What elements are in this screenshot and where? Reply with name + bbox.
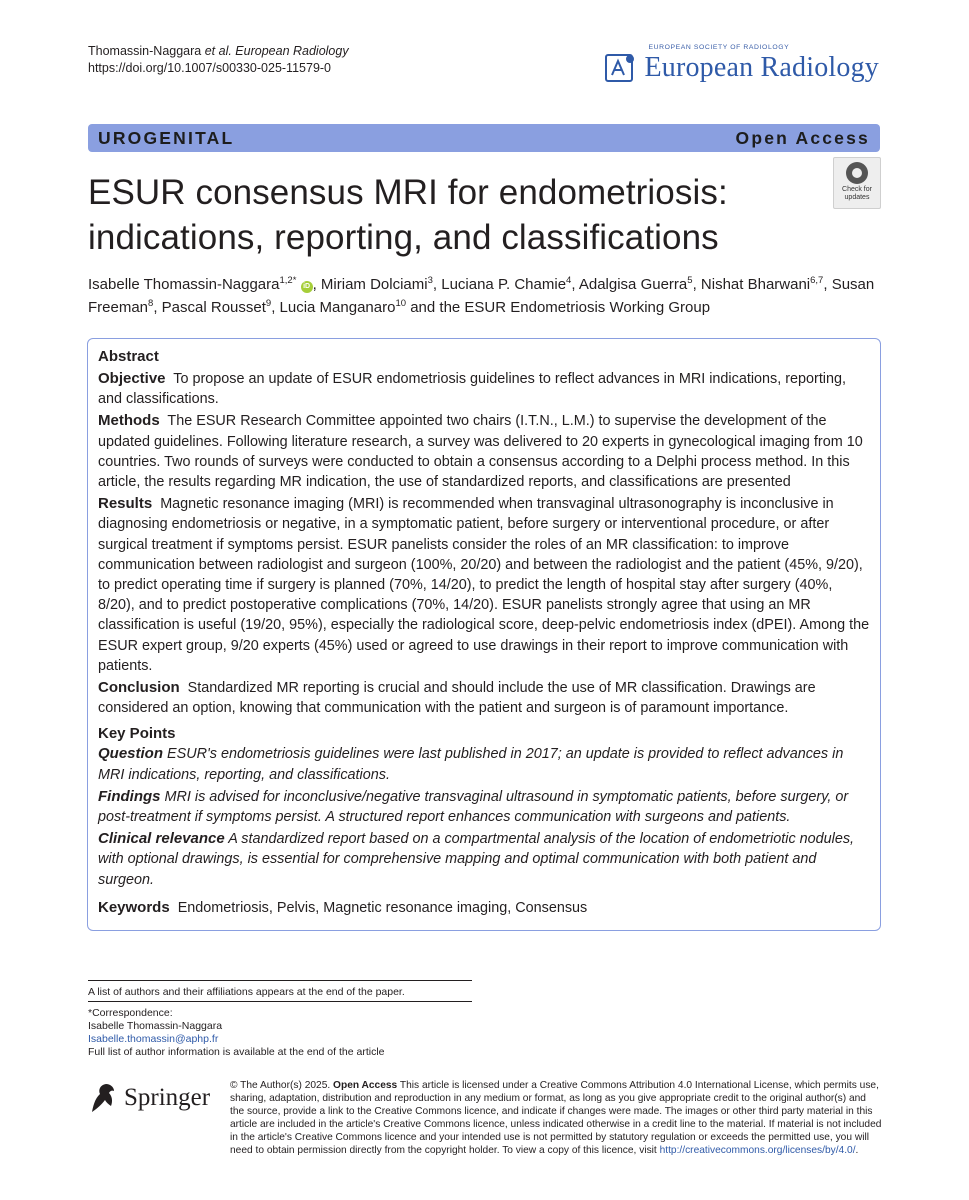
methods-text: The ESUR Research Committee appointed two chairs (I.T.N., L.M.) to supervise the development of the updated guidelines. Following literature research, a survey was delivered to 20 experts in gynecological imaging from 10 countries. Two rounds of surveys were conducted to obtain a consensus according to a Delphi process method. In this article, the results regarding MR indication, the use of standardized reports, and classifications are presented xyxy=(98,413,863,491)
section-label: UROGENITAL xyxy=(98,127,235,148)
objective-text: To propose an update of ESUR endometriosis guidelines to reflect advances in MRI indications, reporting, and classifications. xyxy=(98,371,847,408)
author-affiliation: 9 xyxy=(265,298,272,309)
author-affiliation: 6,7 xyxy=(810,275,824,286)
author-name: Isabelle Thomassin-Naggara xyxy=(88,276,280,293)
society-name: EUROPEAN SOCIETY OF RADIOLOGY xyxy=(648,44,790,51)
results-text: Magnetic resonance imaging (MRI) is recommended when transvaginal ultrasonography is inconclusive in diagnosing endometriosis or negative, in a symptomatic patient, before surgery or interventional procedure, or after surgical treatment if symptoms persist. ESUR panelists consider the roles of an MR classification: to improve communication between radiologist and surgeon (100%, 20/20) and between the radiologist and the patient (45%, 9/20), to predict operating time if surgery is planned (70%, 14/20), to predict the length of hospital stay after surgery (40%, 8/20), and to predict postoperative complications (70%, 14/20). ESUR panelists strongly agree that using an MR classification is useful (19/20, 95%), especially the radiological score, deep-pelvic endometriosis index (dPEI). Among the ESUR expert group, 9/20 experts (45%) used or agreed to use drawings in their report to improve communication with patients. xyxy=(98,496,870,674)
author-name: Pascal Rousset xyxy=(161,299,266,316)
author-name: Susan Freeman xyxy=(88,276,875,316)
keywords-text: Endometriosis, Pelvis, Magnetic resonance imaging, Consensus xyxy=(177,899,588,916)
license-statement xyxy=(230,1079,882,1158)
author-affiliation: 3 xyxy=(427,275,433,286)
findings-text: MRI is advised for inconclusive/negative transvaginal ultrasound in symptomatic patients, before surgery, or post-treatment if symptoms persist. A structured report enhances communication with surgeons and patients. xyxy=(98,788,849,826)
question-text: ESUR's endometriosis guidelines were last published in 2017; an update is provided to reflect advances in MRI indications, reporting, and classifications. xyxy=(98,746,844,783)
key-points-heading: Key Points xyxy=(98,725,176,743)
check-updates-label: Check for updates xyxy=(842,186,872,201)
license-text: This article is licensed under a Creative Commons Attribution 4.0 International License, which permits use, sharing, adaptation, distribution and reproduction in any medium or format, as long as you give appropriate credit to the original author(s) and the source, provide a link to the Creative Commons licence, and indicate if changes were made. The images or other third party material in this article are included in the article's Creative Commons licence, unless indicated otherwise in a credit line to the material. If material is not included in the article's Creative Commons licence and your intended use is not permitted by statutory regulation or exceeds the permitted use, you will need to obtain permission directly from the copyright holder. To view a copy of this licence, visit xyxy=(230,1080,882,1157)
author-affiliation: 1,2* xyxy=(279,275,297,286)
conclusion-text: Standardized MR reporting is crucial and should include the use of MR classification. Drawings are considered an option, knowing that communication with the patient and surgeon is of paramount importance. xyxy=(98,680,816,717)
check-for-updates-button[interactable] xyxy=(833,157,881,209)
results-label: Results xyxy=(98,495,153,513)
license-suffix: . xyxy=(855,1145,859,1157)
open-access-label: Open Access xyxy=(735,127,870,148)
key-point-question xyxy=(98,744,870,784)
author-group: and the ESUR Endometriosis Working Group xyxy=(410,299,711,316)
relevance-text: A standardized report based on a compartmental analysis of the location of endometriotic nodules, with optional drawings, is essential for comprehensive mapping and optimal communication with both patient and surgeon. xyxy=(98,831,855,888)
findings-label: Findings xyxy=(98,787,161,805)
publisher-logo xyxy=(86,1080,210,1116)
license-link[interactable]: http://creativecommons.org/licenses/by/4.0/ xyxy=(659,1145,856,1157)
license-copyright: © The Author(s) 2025. xyxy=(230,1080,331,1091)
key-point-relevance xyxy=(98,829,870,890)
publisher-name: Springer xyxy=(124,1084,211,1111)
abstract-heading: Abstract xyxy=(98,348,159,365)
keywords-label: Keywords xyxy=(98,898,170,916)
footnotes xyxy=(88,986,588,1059)
update-check-icon xyxy=(846,162,868,184)
running-header xyxy=(88,43,349,77)
license-open-access: Open Access xyxy=(333,1080,398,1091)
methods-label: Methods xyxy=(98,412,160,430)
author-name: Lucia Manganaro xyxy=(279,299,396,316)
abstract-conclusion xyxy=(98,678,870,718)
header-doi[interactable]: https://doi.org/10.1007/s00330-025-11579-0 xyxy=(88,61,332,75)
footnote-divider xyxy=(88,980,472,981)
orcid-icon[interactable]: iD xyxy=(301,281,313,293)
abstract-methods xyxy=(98,411,870,492)
question-label: Question xyxy=(98,745,164,763)
article-title: ESUR consensus MRI for endometriosis: indications, reporting, and classifications xyxy=(88,173,728,257)
authors-list-note: A list of authors and their affiliations appears at the end of the paper. xyxy=(88,986,405,998)
author-list: Isabelle Thomassin-Naggara$^{1,2*}$ iD , Miriam Dolciami$^3$, Luciana P. Chamie$^4$, Adalgisa Guerra$^5$, Nishat Bharwani$^{6,7}$, Susan Freeman$^8$, Pascal Rousset$^9$, Lucia Manganaro$^{10}$ and the ESUR Endometriosis Working Group xyxy=(88,275,875,316)
journal-logo xyxy=(604,44,879,85)
author-affiliation: 4 xyxy=(566,275,572,286)
abstract-objective xyxy=(98,369,870,409)
relevance-label: Clinical relevance xyxy=(98,830,225,848)
journal-emblem-icon xyxy=(604,51,638,85)
author-affiliation: 10 xyxy=(395,298,407,309)
correspondence-label: *Correspondence: xyxy=(88,1007,173,1019)
springer-horse-icon xyxy=(86,1080,120,1116)
objective-label: Objective xyxy=(98,370,166,387)
author-name: Adalgisa Guerra xyxy=(578,276,688,293)
correspondence-name: Isabelle Thomassin-Naggara xyxy=(88,1020,223,1032)
author-affiliation: 5 xyxy=(687,275,693,286)
key-point-findings xyxy=(98,787,870,827)
abstract-box xyxy=(87,338,881,931)
keywords xyxy=(98,898,870,918)
author-name: Miriam Dolciami xyxy=(320,276,428,293)
header-journal: et al. European Radiology xyxy=(204,44,349,58)
header-authors: Thomassin-Naggara xyxy=(88,44,202,58)
abstract-results xyxy=(98,494,870,676)
full-list-note: Full list of author information is available at the end of the article xyxy=(88,1046,385,1058)
journal-name: European Radiology xyxy=(644,52,879,83)
author-name: Nishat Bharwani xyxy=(700,276,811,293)
author-name: Luciana P. Chamie xyxy=(441,276,567,293)
correspondence-email[interactable]: Isabelle.thomassin@aphp.fr xyxy=(88,1033,219,1045)
author-affiliation: 8 xyxy=(148,298,154,309)
section-banner xyxy=(88,124,880,152)
conclusion-label: Conclusion xyxy=(98,679,180,697)
